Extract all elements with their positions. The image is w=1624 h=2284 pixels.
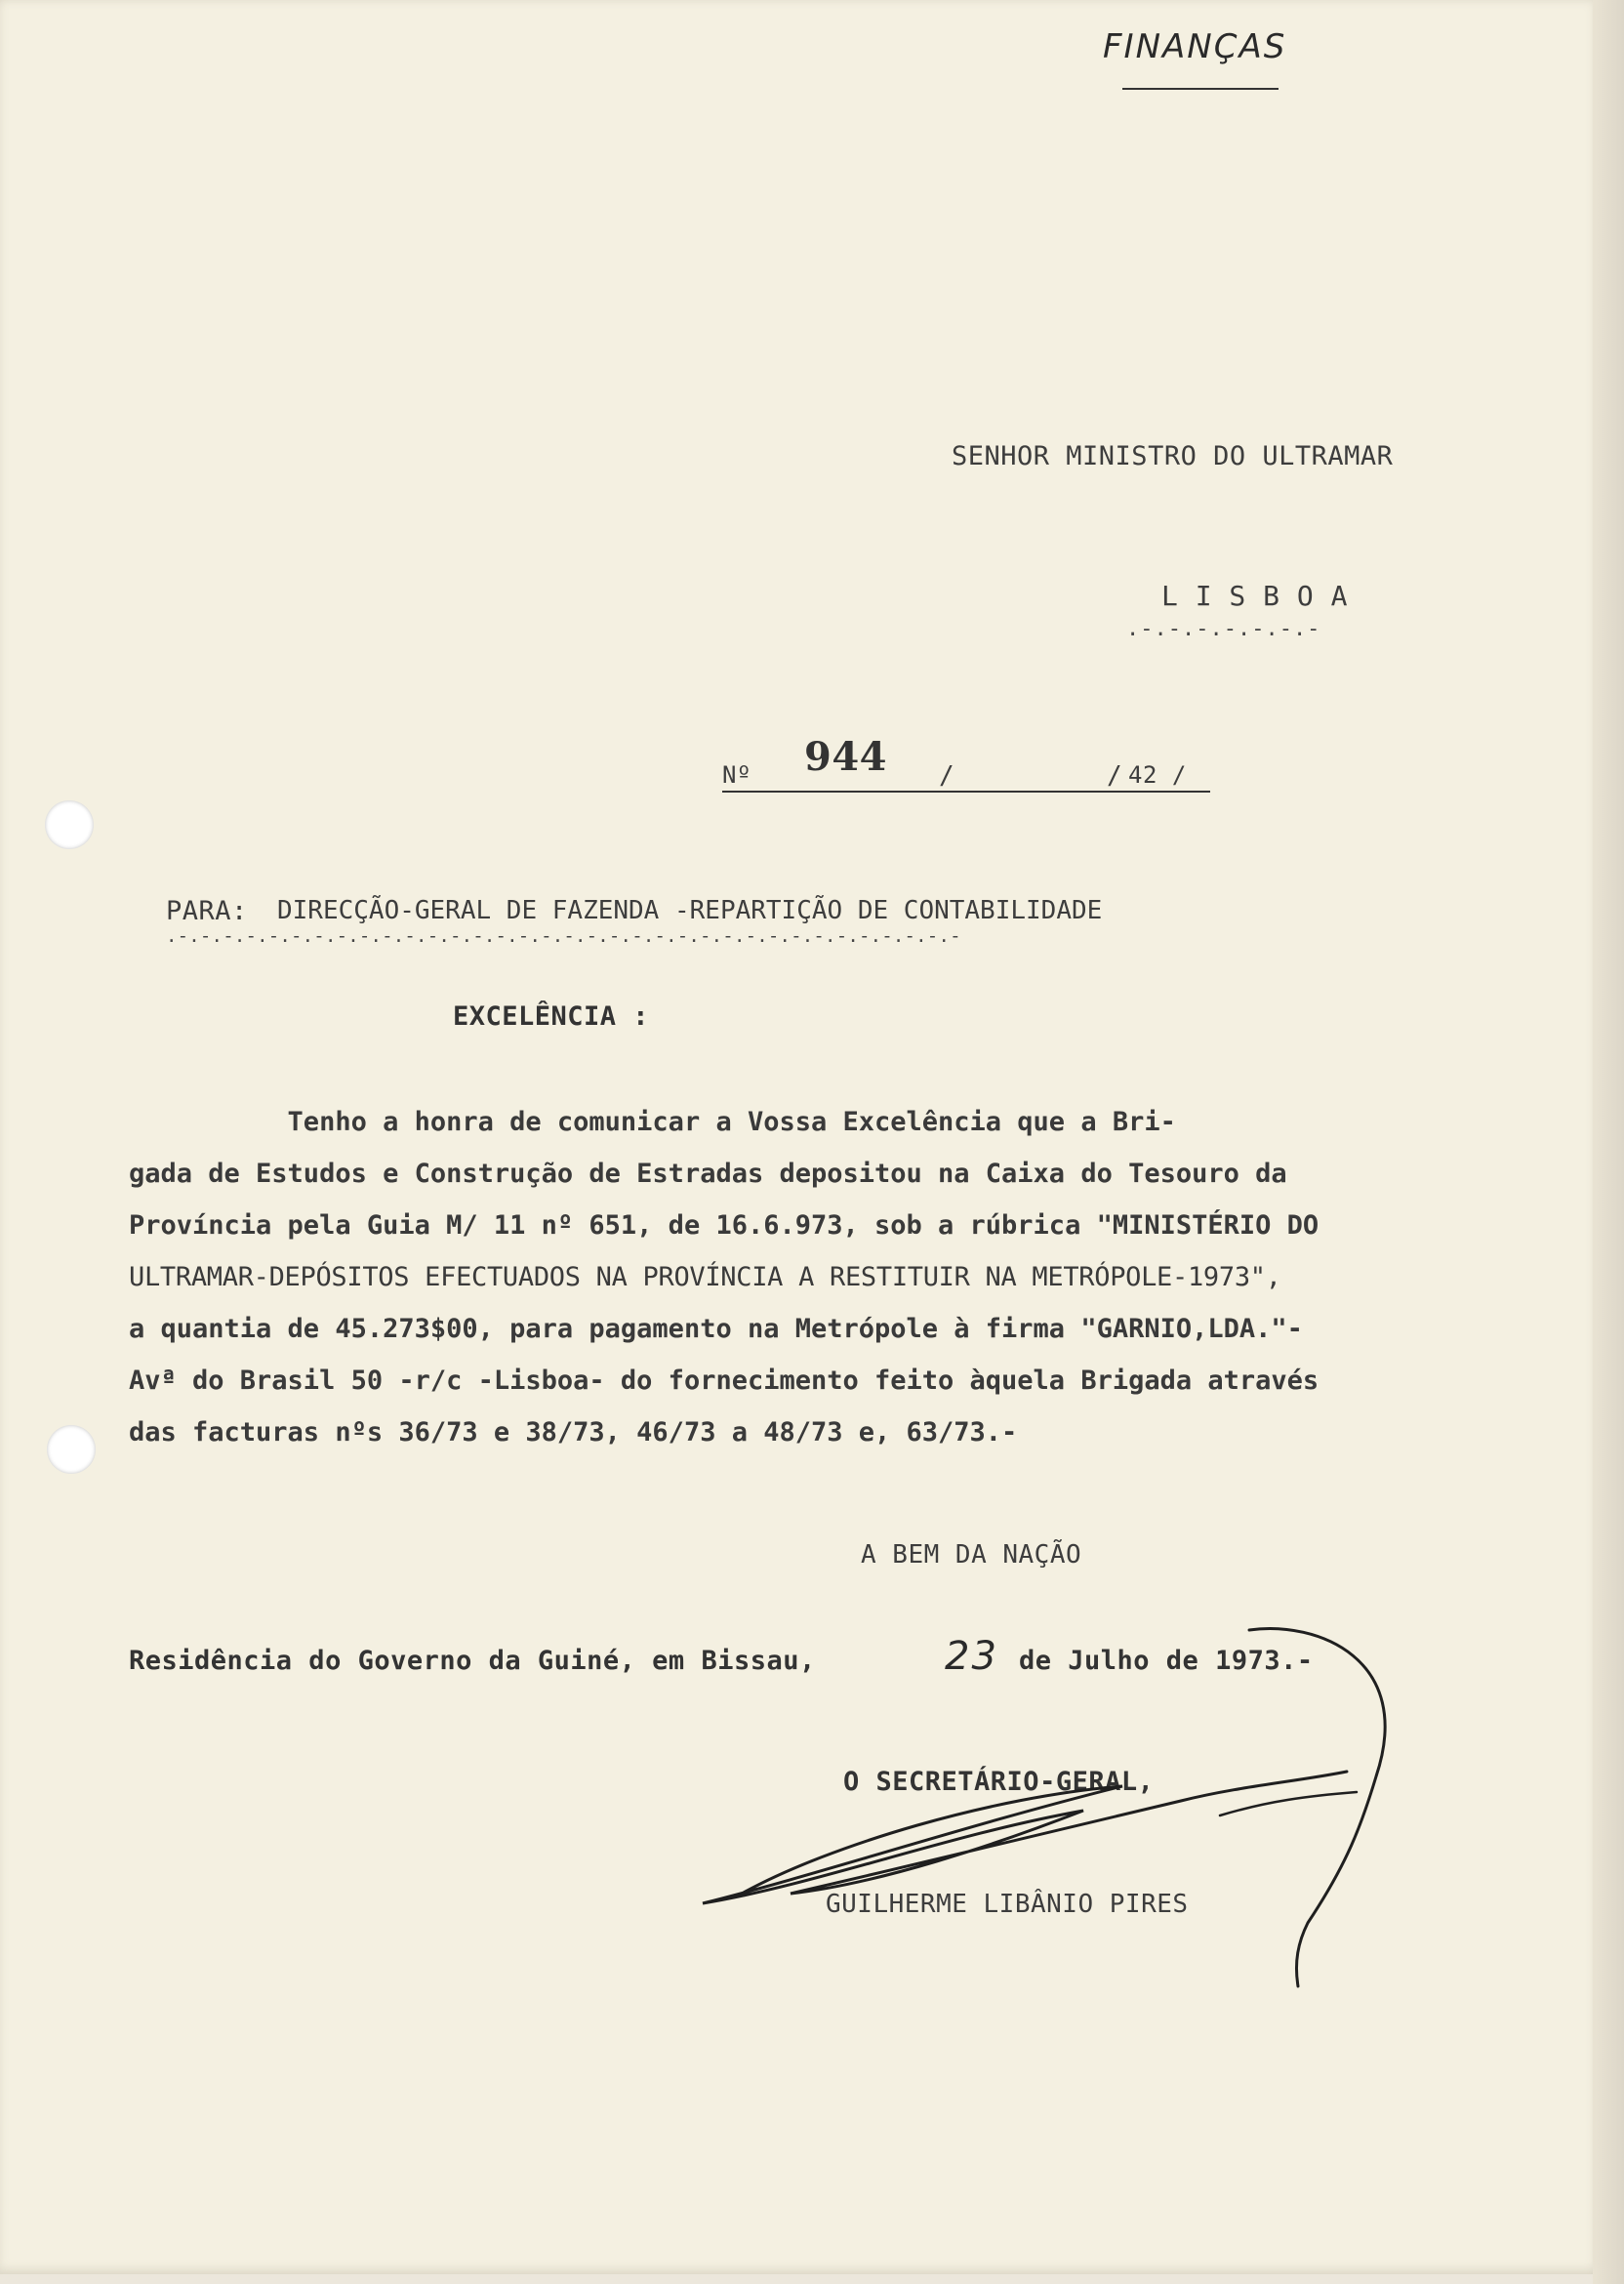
- body-line-2: gada de Estudos e Construção de Estradas depositou na Caixa do Tesouro da: [129, 1159, 1287, 1189]
- recipient-text: DIRECÇÃO-GERAL DE FAZENDA -REPARTIÇÃO DE CONTABILIDADE: [277, 896, 1103, 925]
- punch-hole-bottom: [47, 1425, 96, 1474]
- recipient-label: PARA:: [166, 896, 248, 926]
- closing-formula: A BEM DA NAÇÃO: [861, 1540, 1082, 1570]
- handwritten-signature: [673, 1601, 1415, 1991]
- reference-underline: [722, 791, 1210, 793]
- salutation: EXCELÊNCIA :: [453, 1001, 650, 1032]
- place-date-prefix: Residência do Governo da Guiné, em Bissau,: [129, 1646, 816, 1676]
- reference-separator-2: /: [1107, 761, 1123, 791]
- reference-number: 944: [804, 734, 887, 780]
- place-date-day-handwritten: 23: [945, 1634, 998, 1679]
- body-line-6: Avª do Brasil 50 -r/c -Lisboa- do fornecimento feito àquela Brigada através: [129, 1366, 1320, 1396]
- body-line-4: ULTRAMAR-DEPÓSITOS EFECTUADOS NA PROVÍNCIA A RESTITUIR NA METRÓPOLE-1973",: [129, 1262, 1281, 1292]
- body-line-7: das facturas nºs 36/73 e 38/73, 46/73 a 48/73 e, 63/73.-: [129, 1417, 1018, 1448]
- addressee-line: SENHOR MINISTRO DO ULTRAMAR: [952, 441, 1394, 471]
- addressee-city-underline: .-.-.-.-.-.-.-: [1126, 617, 1321, 641]
- margin-note-handwritten: FINANÇAS: [1103, 27, 1287, 66]
- place-date-suffix: de Julho de 1973.-: [1019, 1646, 1314, 1676]
- signatory-name: GUILHERME LIBÂNIO PIRES: [826, 1890, 1189, 1919]
- reference-suffix: 42 /: [1128, 761, 1187, 789]
- signatory-title: O SECRETÁRIO-GERAL,: [843, 1767, 1155, 1797]
- body-line-5: a quantia de 45.273$00, para pagamento na Metrópole à firma "GARNIO,LDA."-: [129, 1314, 1303, 1344]
- margin-note-underline: [1122, 88, 1279, 90]
- reference-prefix: Nº: [722, 761, 751, 789]
- body-line-3: Província pela Guia M/ 11 nº 651, de 16.6.973, sob a rúbrica "MINISTÉRIO DO: [129, 1210, 1320, 1241]
- recipient-underline: .-.-.-.-.-.-.-.-.-.-.-.-.-.-.-.-.-.-.-.-.-.-.-.-.-.-.-.-.-.-.-.-.-.-.-: [166, 925, 961, 947]
- reference-separator-1: /: [939, 761, 955, 791]
- punch-hole-top: [45, 800, 94, 849]
- addressee-city: L I S B O A: [1161, 580, 1348, 612]
- body-line-1: Tenho a honra de comunicar a Vossa Excelência que a Bri-: [129, 1107, 1176, 1137]
- page-edge: [1593, 0, 1624, 2284]
